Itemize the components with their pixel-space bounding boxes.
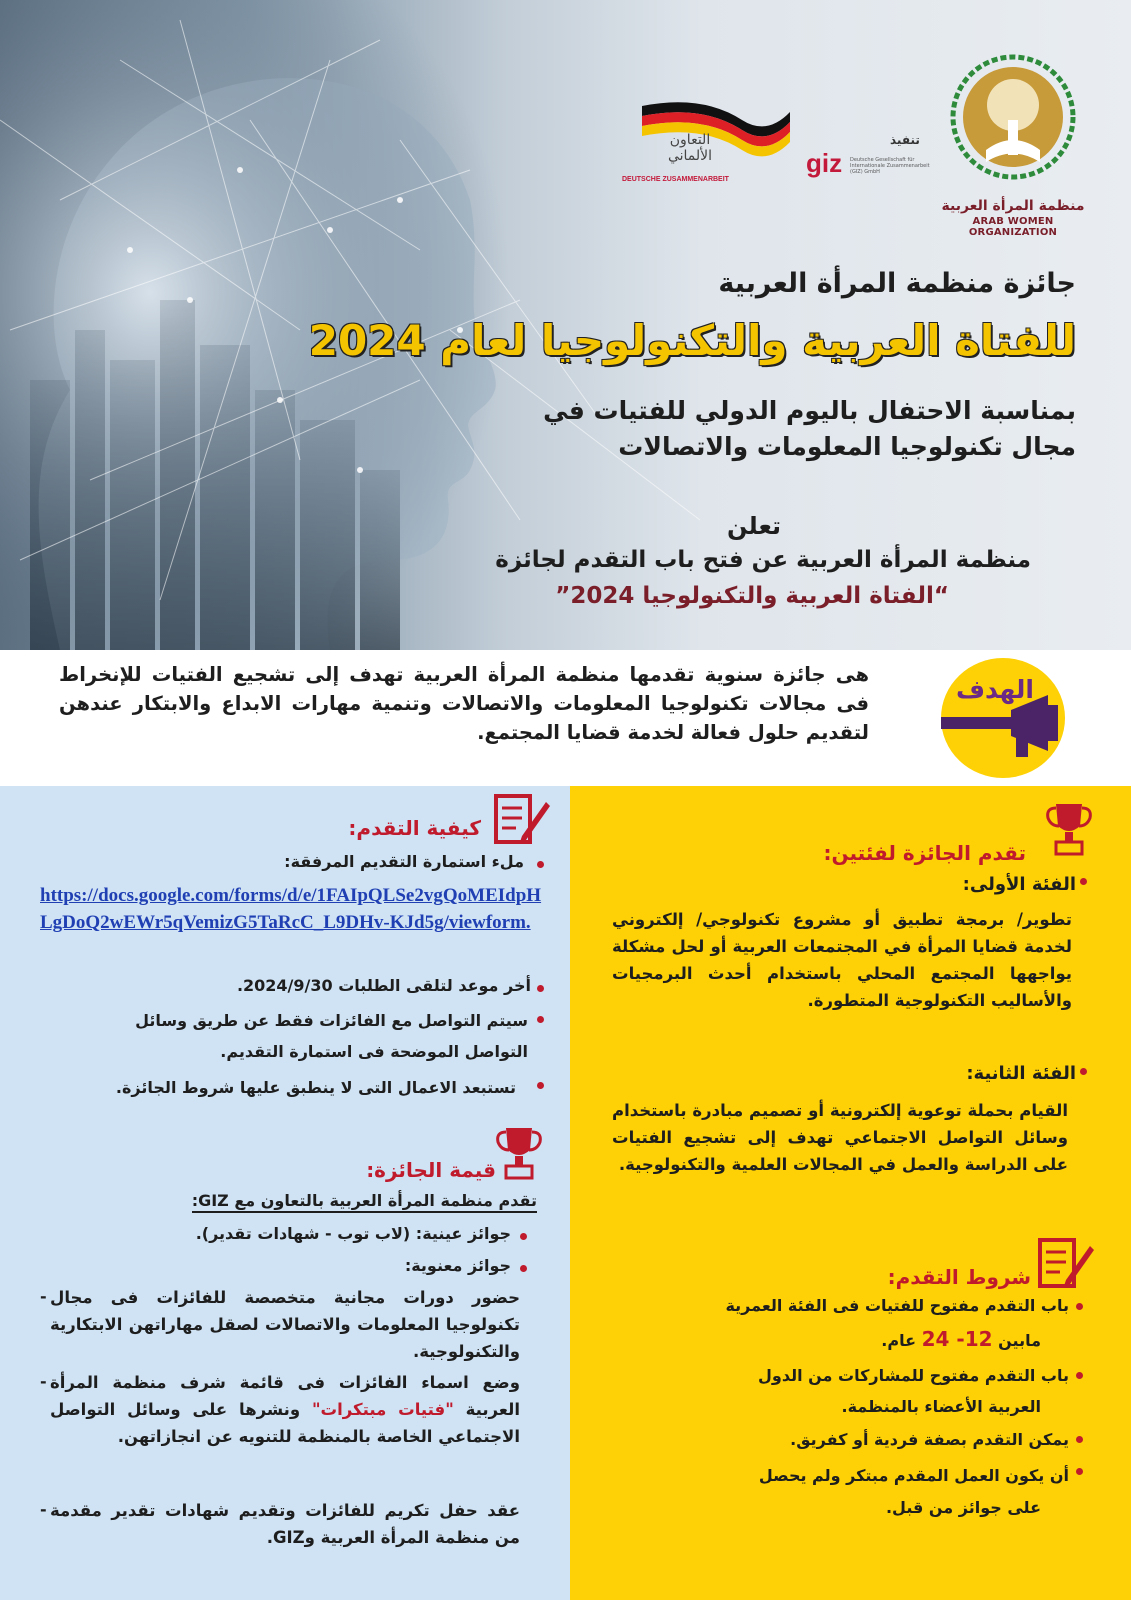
category-2-title: الفئة الثانية: — [966, 1063, 1076, 1084]
condition-4-line-2: على جوائز من قبل. — [885, 1498, 1041, 1517]
apply-item-contact-2: التواصل الموضحة فى استمارة التقديم. — [220, 1042, 528, 1061]
goal-text: هى جائزة سنوية تقدمها منظمة المرأة العربية تهدف إلى تشجيع الفتيات للإنخراط فى مجالات تكنولوجيا المعلومات والاتصالات وتنمية مهارات الابداع والابتكار عندهن لتقديم حلول فعالة لخدمة قضايا المجتمع. — [59, 663, 869, 744]
bullet-icon — [520, 1265, 527, 1272]
condition-1-line-1: باب التقدم مفتوح للفتيات فى الفئة العمرية — [725, 1296, 1069, 1315]
awo-arabic-name: منظمة المرأة العربية — [941, 198, 1085, 214]
conditions-title: شروط التقدم: — [887, 1265, 1031, 1289]
occasion-line-2: مجال تكنولوجيا المعلومات والاتصالات — [618, 432, 1076, 461]
application-form-link[interactable]: https://docs.google.com/forms/d/e/1FAIpQLSe2vgQoMEIdpHLgDoQ2wEWr5qVemizG5TaRcC_L9DHv-KJd5g/viewform. — [40, 885, 542, 933]
prize-moral-item-2: وضع اسماء الفائزات فى قائمة شرف منظمة المرأة العربية "فتيات مبتكرات" ونشرها على وسائل التواصل الاجتماعي الخاصة بالمنظمة للتنويه عن انجازاتهن. — [50, 1373, 520, 1446]
megaphone-icon — [936, 655, 1070, 781]
awo-english-name: ARAB WOMEN ORGANIZATION — [968, 216, 1058, 238]
condition-2-line-2: العربية الأعضاء بالمنظمة. — [841, 1397, 1041, 1416]
category-1-text: تطوير/ برمجة تطبيق أو مشروع تكنولوجي/ إلكتروني لخدمة قضايا المرأة في المجتمعات العربية أو لحل مشكلة يواجهها المجتمع المحلي باستخدام أحدث البرمجيات والأساليب التكنولوجية المتطورة. — [612, 910, 1072, 1010]
implementation-label: تنفيذ — [890, 133, 920, 147]
prize-value-title: قيمة الجائزة: — [366, 1158, 496, 1182]
bullet-icon — [1080, 1068, 1087, 1075]
categories-title: تقدم الجائزة لفئتين: — [823, 841, 1026, 865]
announce-verb: تعلن — [727, 512, 781, 540]
german-cooperation-arabic: التعاون الألماني — [667, 132, 713, 164]
hero-banner — [0, 0, 1131, 650]
prize-moral-item-1: حضور دورات مجانية متخصصة للفائزات فى مجال تكنولوجيا المعلومات والاتصالات لصقل مهاراتهن الابتكارية والتكنولوجية. — [50, 1288, 520, 1361]
dash-icon: - — [40, 1287, 47, 1306]
bullet-icon — [1076, 1303, 1083, 1310]
dash-icon: - — [40, 1372, 47, 1391]
giz-full-name: Deutsche Gesellschaft für Internationale Zusammenarbeit (GIZ) GmbH — [850, 157, 930, 175]
condition-3: يمكن التقدم بصفة فردية أو كفريق. — [790, 1430, 1069, 1449]
trophy-icon — [496, 1124, 542, 1182]
trophy-icon — [1046, 800, 1092, 858]
condition-2-line-1: باب التقدم مفتوح للمشاركات من الدول — [758, 1366, 1069, 1385]
bullet-icon — [537, 861, 544, 868]
form-edit-icon — [1036, 1236, 1096, 1292]
announce-award-name: “الفتاة العربية والتكنولوجيا 2024” — [555, 583, 949, 609]
bullet-icon — [537, 1082, 544, 1089]
condition-4-line-1: أن يكون العمل المقدم مبتكر ولم يحصل — [758, 1466, 1069, 1485]
apply-item-form: ملء استمارة التقديم المرفقة: — [284, 852, 524, 871]
giz-logo: giz — [806, 148, 843, 178]
bullet-icon — [1080, 878, 1087, 885]
prize-moral-item-3: عقد حفل تكريم للفائزات وتقديم شهادات تقدير مقدمة من منظمة المرأة العربية وGIZ. — [50, 1501, 520, 1547]
bullet-icon — [1076, 1372, 1083, 1379]
apply-item-exclusion: تستبعد الاعمال التى لا ينطبق عليها شروط الجائزة. — [115, 1078, 516, 1097]
prize-in-kind: جوائز عينية: (لاب توب - شهادات تقدير). — [195, 1224, 511, 1243]
bullet-icon — [1076, 1468, 1083, 1475]
bullet-icon — [1076, 1436, 1083, 1443]
prize-moral: جوائز معنوية: — [404, 1256, 511, 1275]
award-title: للفتاة العربية والتكنولوجيا لعام 2024 — [308, 316, 1076, 365]
occasion-line-1: بمناسبة الاحتفال باليوم الدولي للفتيات في — [543, 396, 1076, 425]
award-org-line: جائزة منظمة المرأة العربية — [718, 268, 1076, 299]
prize-intro: تقدم منظمة المرأة العربية بالتعاون مع GIZ: — [192, 1191, 537, 1213]
german-cooperation-english: DEUTSCHE ZUSAMMENARBEIT — [622, 176, 729, 183]
category-2-text: القيام بحملة توعوية إلكترونية أو تصميم مبادرة باستخدام وسائل التواصل الاجتماعي تهدف إلى تشجيع الفتيات على الدراسة والعمل في المجالات العلمية والتكنولوجية. — [612, 1101, 1068, 1174]
how-to-apply-title: كيفية التقدم: — [348, 816, 481, 840]
apply-item-contact-1: سيتم التواصل مع الفائزات فقط عن طريق وسائل — [135, 1011, 528, 1030]
dash-icon: - — [40, 1500, 47, 1519]
bullet-icon — [537, 985, 544, 992]
goal-section — [0, 650, 1131, 786]
goal-label: الهدف — [956, 675, 1034, 704]
apply-item-deadline: أخر موعد لتلقى الطلبات 2024/9/30. — [236, 976, 531, 995]
bullet-icon — [520, 1233, 527, 1240]
bullet-icon — [537, 1016, 544, 1023]
category-1-title: الفئة الأولى: — [962, 874, 1076, 895]
condition-1-line-2: مابين 12- 24 عام. — [881, 1327, 1041, 1351]
announce-line: منظمة المرأة العربية عن فتح باب التقدم لجائزة — [495, 547, 1031, 573]
form-edit-icon — [492, 792, 552, 848]
